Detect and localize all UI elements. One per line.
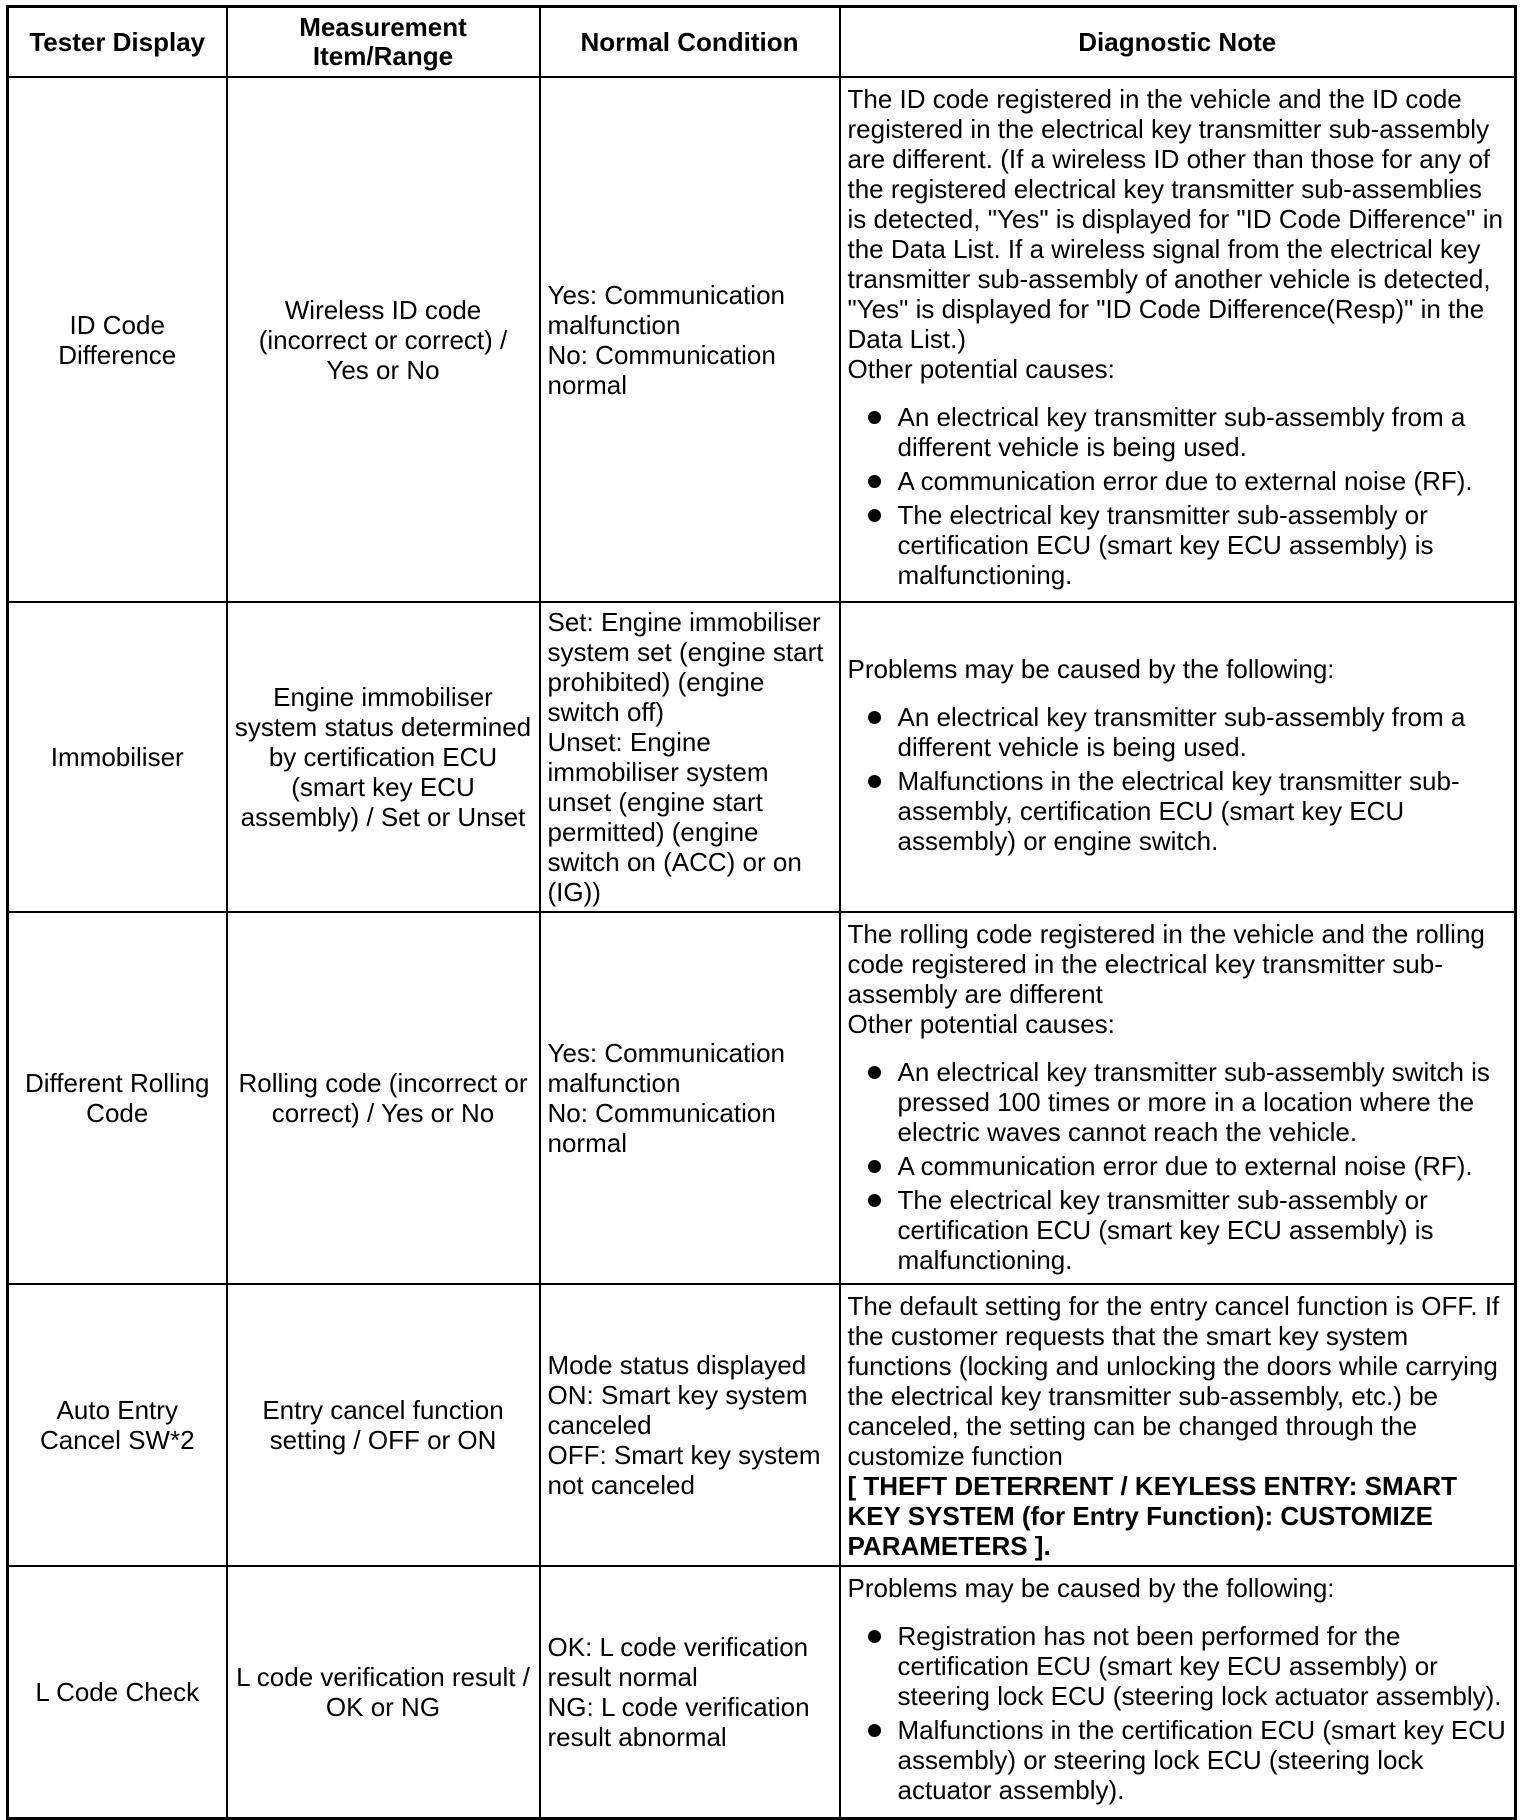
header-row bbox=[8, 7, 1516, 78]
bullet-icon bbox=[868, 1724, 881, 1737]
bullet-icon bbox=[868, 509, 881, 522]
tester-display-cell: ID Code Difference bbox=[8, 77, 227, 602]
measurement-cell: L code verification result / OK or NG bbox=[227, 1566, 540, 1818]
note-intro: Problems may be caused by the following: bbox=[847, 1573, 1335, 1603]
header-diagnostic-note: Diagnostic Note bbox=[840, 7, 1516, 78]
list-item-text: An electrical key transmitter sub-assembly from a different vehicle is being used. bbox=[897, 702, 1466, 762]
table-row bbox=[8, 602, 1516, 912]
bullet-icon bbox=[868, 411, 881, 424]
table-row bbox=[8, 912, 1516, 1284]
tester-display-cell: Immobiliser bbox=[8, 602, 227, 912]
note-intro: The rolling code registered in the vehicle and the rolling code registered in the electrical key transmitter sub-assembly are different bbox=[847, 919, 1485, 1009]
list-item bbox=[848, 402, 1508, 462]
list-item-text: A communication error due to external noise (RF). bbox=[897, 1151, 1473, 1181]
table-row bbox=[8, 77, 1516, 602]
tester-display-cell: Different Rolling Code bbox=[8, 912, 227, 1284]
list-item bbox=[848, 1621, 1508, 1711]
normal-line: Unset: Engine immobiliser system unset (engine start permitted) (engine switch on (ACC) or on (IG)) bbox=[547, 727, 802, 907]
normal-condition-cell bbox=[540, 77, 840, 602]
list-item bbox=[848, 1185, 1508, 1275]
cause-list bbox=[848, 702, 1508, 856]
tester-display-cell: Auto Entry Cancel SW*2 bbox=[8, 1284, 227, 1566]
bullet-icon bbox=[868, 1194, 881, 1207]
diagnostic-note-cell bbox=[840, 1566, 1516, 1818]
table-row bbox=[8, 1566, 1516, 1818]
data-list-sheet bbox=[6, 5, 1514, 1805]
list-item bbox=[848, 766, 1508, 856]
list-item bbox=[848, 1151, 1508, 1181]
normal-line: OK: L code verification result normal bbox=[547, 1631, 809, 1692]
note-intro: The ID code registered in the vehicle and the ID code registered in the electrical key transmitter sub-assembly are different. (If a wireless ID other than those for any of the registered electrical key transmitter sub-assemblies is detected, "Yes" is displayed for "ID Code Difference" in the Data List. If a wireless signal from the electrical key transmitter sub-assembly of another vehicle is detected, "Yes" is displayed for "ID Code Difference(Resp)" in the Data List.) bbox=[847, 84, 1503, 354]
list-item-text: Registration has not been performed for the certification ECU (smart key ECU assembly) or steering lock ECU (steering lock actuator assembly). bbox=[897, 1621, 1502, 1711]
diagnostic-note-cell bbox=[840, 77, 1516, 602]
normal-condition-cell bbox=[540, 1566, 840, 1818]
normal-line: Yes: Communication malfunction bbox=[547, 279, 785, 340]
list-item-text: An electrical key transmitter sub-assembly switch is pressed 100 times or more in a location where the electric waves cannot reach the vehicle. bbox=[897, 1057, 1490, 1147]
normal-line: No: Communication normal bbox=[547, 1098, 776, 1158]
list-item bbox=[848, 1715, 1508, 1805]
data-list-table bbox=[6, 5, 1517, 1820]
list-item bbox=[848, 1057, 1508, 1147]
list-item-text: The electrical key transmitter sub-assembly or certification ECU (smart key ECU assembly) is malfunctioning. bbox=[897, 500, 1434, 590]
list-item bbox=[848, 702, 1508, 762]
note-intro-2: Other potential causes: bbox=[847, 354, 1115, 384]
cause-list bbox=[848, 1057, 1508, 1275]
bullet-icon bbox=[868, 1160, 881, 1173]
list-item-text: The electrical key transmitter sub-assembly or certification ECU (smart key ECU assembly) is malfunctioning. bbox=[897, 1185, 1434, 1275]
normal-line: ON: Smart key system canceled bbox=[547, 1380, 808, 1440]
cause-list bbox=[848, 1621, 1508, 1805]
normal-condition-cell bbox=[540, 912, 840, 1284]
bullet-icon bbox=[868, 475, 881, 488]
diagnostic-note-cell bbox=[840, 1284, 1516, 1566]
diagnostic-note-cell bbox=[840, 602, 1516, 912]
list-item-text: An electrical key transmitter sub-assembly from a different vehicle is being used. bbox=[897, 402, 1466, 462]
list-item bbox=[848, 466, 1508, 496]
list-item bbox=[848, 500, 1508, 590]
header-tester-display: Tester Display bbox=[8, 7, 227, 78]
measurement-cell: Entry cancel function setting / OFF or ON bbox=[227, 1284, 540, 1566]
header-normal-condition: Normal Condition bbox=[540, 7, 840, 78]
note-intro-2: Other potential causes: bbox=[847, 1009, 1115, 1039]
diagnostic-note-cell bbox=[840, 912, 1516, 1284]
list-item-text: Malfunctions in the certification ECU (smart key ECU assembly) or steering lock ECU (steering lock actuator assembly). bbox=[897, 1715, 1506, 1805]
normal-line: Yes: Communication malfunction bbox=[547, 1038, 785, 1098]
measurement-cell: Wireless ID code (incorrect or correct) / Yes or No bbox=[227, 77, 540, 602]
list-item-text: A communication error due to external noise (RF). bbox=[897, 466, 1473, 496]
normal-condition-cell bbox=[540, 602, 840, 912]
normal-line: NG: L code verification result abnormal bbox=[547, 1691, 810, 1752]
measurement-cell: Engine immobiliser system status determined by certification ECU (smart key ECU assembly) / Set or Unset bbox=[227, 602, 540, 912]
normal-line: No: Communication normal bbox=[547, 339, 776, 400]
normal-line: OFF: Smart key system not canceled bbox=[547, 1440, 821, 1500]
bullet-icon bbox=[868, 775, 881, 788]
customize-parameters-link[interactable]: [ THEFT DETERRENT / KEYLESS ENTRY: SMART KEY SYSTEM (for Entry Function): CUSTOMIZE PARAMETERS ]. bbox=[847, 1471, 1458, 1561]
tester-display-cell: L Code Check bbox=[8, 1566, 227, 1818]
list-item-text: Malfunctions in the electrical key transmitter sub-assembly, certification ECU (smart key ECU assembly) or engine switch. bbox=[897, 766, 1460, 856]
note-intro: The default setting for the entry cancel function is OFF. If the customer requests that the smart key system functions (locking and unlocking the doors while carrying the electrical key transmitter sub-assembly, etc.) be canceled, the setting can be changed through the customize function bbox=[847, 1291, 1500, 1471]
bullet-icon bbox=[868, 1630, 881, 1643]
normal-line: Mode status displayed bbox=[547, 1350, 807, 1380]
normal-line: Set: Engine immobiliser system set (engine start prohibited) (engine switch off) bbox=[547, 607, 824, 727]
note-intro: Problems may be caused by the following: bbox=[847, 654, 1335, 684]
bullet-icon bbox=[868, 711, 881, 724]
table-row bbox=[8, 1284, 1516, 1566]
cause-list bbox=[848, 402, 1508, 590]
header-measurement: Measurement Item/Range bbox=[227, 7, 540, 78]
measurement-cell: Rolling code (incorrect or correct) / Yes or No bbox=[227, 912, 540, 1284]
normal-condition-cell bbox=[540, 1284, 840, 1566]
bullet-icon bbox=[868, 1066, 881, 1079]
